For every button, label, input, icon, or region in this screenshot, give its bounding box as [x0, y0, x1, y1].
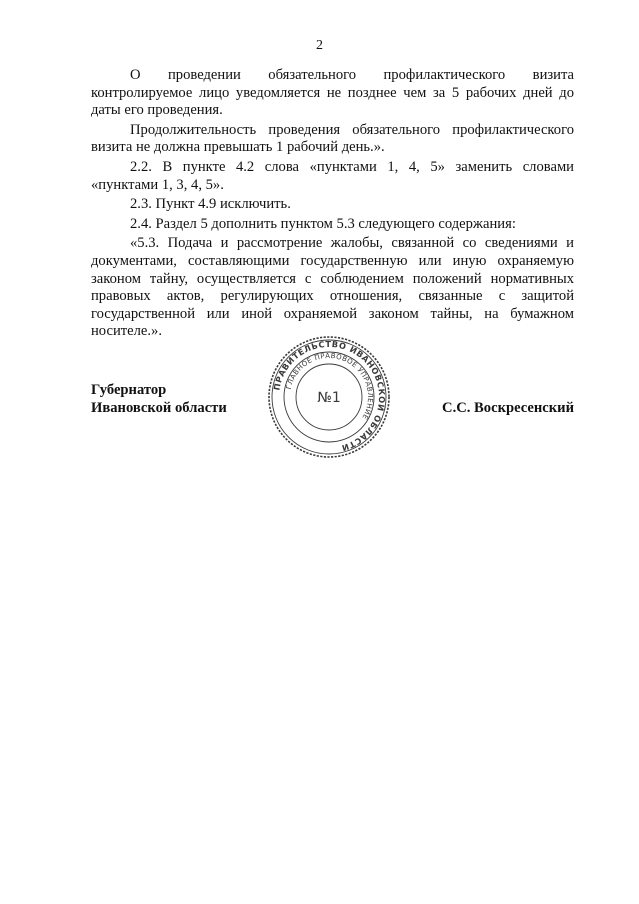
- signature-title: [91, 382, 227, 417]
- paragraph-visit-duration: Продолжительность проведения обязательного профилактического визита не должна превышать 1 рабочий день.».: [91, 121, 574, 156]
- seal-inner-text: ГЛАВНОЕ ПРАВОВОЕ УПРАВЛЕНИЕ: [284, 351, 375, 421]
- paragraph-item-2-4: 2.4. Раздел 5 дополнить пунктом 5.3 следующего содержания:: [130, 215, 516, 232]
- signature-title-line1: Губернатор: [91, 382, 167, 398]
- page-number: 2: [316, 38, 323, 53]
- seal-outer-text: ПРАВИТЕЛЬСТВО ИВАНОВСКОЙ ОБЛАСТИ: [271, 338, 388, 454]
- document-body: [91, 67, 574, 341]
- seal-number: №1: [317, 390, 341, 406]
- paragraph-item-2-3: 2.3. Пункт 4.9 исключить.: [130, 196, 291, 213]
- signature-title-line2: Ивановской области: [91, 399, 227, 416]
- paragraph-item-2-2: 2.2. В пункте 4.2 слова «пунктами 1, 4, 5» заменить словами «пунктами 1, 3, 4, 5».: [91, 158, 574, 193]
- signature-name: С.С. Воскресенский: [442, 399, 574, 416]
- paragraph-visit-notice: О проведении обязательного профилактического визита контролируемое лицо уведомляется не позднее чем за 5 рабочих дней до даты его проведения.: [91, 67, 574, 119]
- official-seal: [267, 335, 391, 459]
- paragraph-item-5-3: «5.3. Подача и рассмотрение жалобы, связанной со сведениями и документами, составляющими государственную или иную охраняемую законом тайну, осуществляется с соблюдением положений нормативных правовых актов, регулирующих отношения, связанные с защитой государственной или иной охраняемой законом тайны, на бумажном носителе.».: [91, 235, 574, 340]
